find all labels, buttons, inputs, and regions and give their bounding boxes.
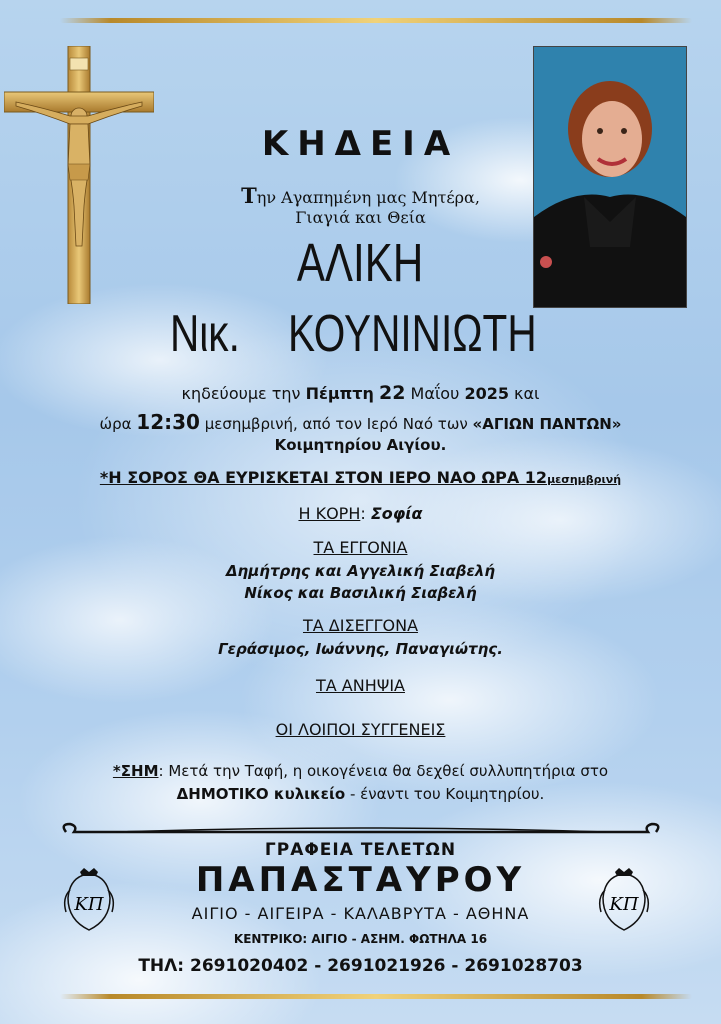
church-name: «ΑΓΙΩΝ ΠΑΝΤΩΝ» bbox=[472, 415, 622, 433]
intro-line-1 bbox=[0, 183, 721, 208]
grandchild-line: Νίκος και Βασιλική Σιαβελή bbox=[244, 584, 477, 602]
announcement-line-3: Κοιμητηρίου Αιγίου. bbox=[274, 436, 447, 454]
page-title: ΚΗΔΕΙΑ bbox=[261, 124, 460, 164]
first-name: ΑΛΙΚΗ bbox=[297, 233, 424, 293]
intro-line-1-text: ην Αγαπημένη μας Μητέρα, bbox=[256, 188, 480, 207]
funeral-time: 12:30 bbox=[136, 410, 200, 434]
top-gold-border bbox=[60, 18, 692, 23]
grandchildren-label: ΤΑ ΕΓΓΟΝΙΑ bbox=[313, 538, 408, 557]
surname-prefix: Νικ. bbox=[170, 305, 240, 363]
daughter-line: Η ΚΟΡΗ: Σοφία bbox=[298, 504, 423, 523]
surname-block bbox=[170, 304, 570, 374]
relatives-label: ΟΙ ΛΟΙΠΟΙ ΣΥΓΓΕΝΕΙΣ bbox=[275, 720, 446, 739]
time-prefix: ώρα bbox=[99, 415, 137, 433]
funeral-home-address: ΚΕΝΤΡΙΚΟ: ΑΙΓΙΟ - ΑΣΗΜ. ΦΩΤΗΛΑ 16 bbox=[233, 932, 488, 946]
note-line-1 bbox=[0, 762, 721, 780]
announcement-line-2 bbox=[0, 410, 721, 434]
bottom-gold-border bbox=[60, 994, 692, 999]
emblem-monogram: ΚΠ bbox=[74, 894, 104, 915]
surname: ΚΟΥΝΙΝΙΩΤΗ bbox=[288, 305, 537, 363]
intro-initial: Τ bbox=[241, 183, 257, 208]
remains-note bbox=[0, 468, 721, 487]
note-label: *ΣΗΜ bbox=[112, 762, 159, 780]
funeral-year: 2025 bbox=[464, 384, 509, 403]
funeral-home-name: ΠΑΠΑΣΤΑΥΡΟΥ bbox=[195, 860, 526, 900]
remains-note-text: *Η ΣΟΡΟΣ ΘΑ ΕΥΡΙΣΚΕΤΑΙ ΣΤΟΝ ΙΕΡΟ ΝΑΟ ΩΡΑ 12 bbox=[99, 468, 548, 487]
great-grandchildren-names: Γεράσιμος, Ιωάννης, Παναγιώτης. bbox=[218, 640, 503, 658]
great-grandchildren-label: ΤΑ ΔΙΣΕΓΓΟΝΑ bbox=[302, 616, 419, 635]
funeral-day: Πέμπτη bbox=[305, 384, 374, 403]
note-text: : Μετά την Ταφή, η οικογένεια θα δεχθεί συλλυπητήρια στο bbox=[158, 762, 609, 780]
first-name-wrap bbox=[0, 232, 721, 294]
funeral-month: Μαΐου bbox=[405, 384, 465, 403]
funeral-date: 22 bbox=[379, 382, 406, 404]
daughter-label: Η ΚΟΡΗ bbox=[298, 504, 361, 523]
funeral-home-phones: ΤΗΛ: 2691020402 - 2691021926 - 2691028703 bbox=[138, 956, 583, 976]
funeral-home-locations: ΑΙΓΙΟ - ΑΙΓΕΙΡΑ - ΚΑΛΑΒΡΥΤΑ - ΑΘΗΝΑ bbox=[191, 904, 530, 923]
funeral-home-emblem-left-icon bbox=[60, 868, 118, 934]
note-location: - έναντι του Κοιμητηρίου. bbox=[345, 785, 545, 803]
ornamental-divider bbox=[56, 820, 666, 840]
remains-note-small: μεσημβρινή bbox=[547, 473, 622, 486]
grandchild-line: Δημήτρης και Αγγελική Σιαβελή bbox=[225, 562, 496, 580]
note-venue: ΔΗΜΟΤΙΚΟ κυλικείο bbox=[176, 785, 346, 803]
daughter-name: Σοφία bbox=[370, 504, 423, 523]
intro-line-2: Γιαγιά και Θεία bbox=[295, 208, 426, 227]
announcement-from: μεσημβρινή, από τον Ιερό Ναό των bbox=[199, 415, 473, 433]
funeral-home-emblem-right-icon bbox=[595, 868, 653, 934]
nephews-label: ΤΑ ΑΝΗΨΙΑ bbox=[315, 676, 405, 695]
announcement-and: και bbox=[508, 384, 540, 403]
emblem-monogram: ΚΠ bbox=[609, 894, 639, 915]
announcement-line-1 bbox=[0, 382, 721, 404]
note-line-2 bbox=[0, 785, 721, 803]
announcement-text: κηδεύουμε την bbox=[181, 384, 306, 403]
funeral-home-label: ΓΡΑΦΕΙΑ ΤΕΛΕΤΩΝ bbox=[264, 840, 457, 860]
